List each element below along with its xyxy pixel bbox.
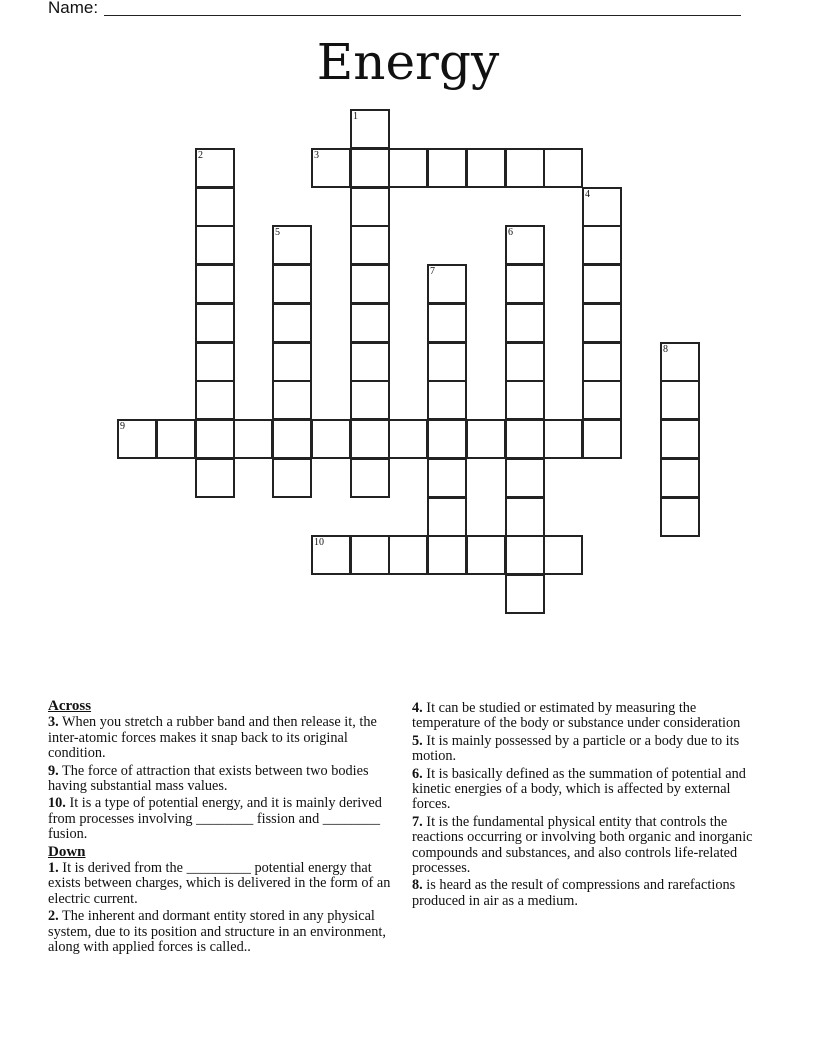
crossword-cell[interactable] — [350, 303, 390, 343]
crossword-cell[interactable] — [195, 342, 235, 382]
crossword-cell[interactable] — [505, 342, 545, 382]
clue-across-3 — [48, 715, 404, 761]
page-title: Energy — [316, 33, 500, 91]
clue-text: It is the fundamental physical entity that controls the reactions occurring or involving both organic and inorganic compounds and substances, and also controls life-related processes. — [412, 813, 753, 877]
crossword-cell[interactable] — [543, 148, 583, 188]
crossword-cell[interactable] — [427, 497, 467, 537]
clues-right-column — [412, 701, 762, 911]
crossword-cell[interactable] — [660, 380, 700, 420]
crossword-cell[interactable] — [195, 187, 235, 227]
crossword-cell[interactable] — [582, 342, 622, 382]
crossword-cell[interactable] — [195, 225, 235, 265]
clue-down-4 — [412, 701, 762, 732]
crossword-cell[interactable] — [350, 264, 390, 304]
clue-number-label: 3 — [314, 150, 319, 161]
crossword-cell[interactable] — [272, 303, 312, 343]
crossword-cell[interactable] — [505, 419, 545, 459]
crossword-cell[interactable] — [582, 264, 622, 304]
crossword-cell[interactable] — [427, 148, 467, 188]
crossword-cell[interactable] — [582, 225, 622, 265]
crossword-cell[interactable] — [272, 419, 312, 459]
crossword-cell[interactable] — [505, 303, 545, 343]
crossword-cell[interactable] — [582, 380, 622, 420]
crossword-cell[interactable] — [156, 419, 196, 459]
clue-text: The inherent and dormant entity stored in any physical system, due to its position and structure in an environment, along with applied forces is called.. — [48, 908, 386, 956]
clue-across-10 — [48, 796, 404, 842]
crossword-cell[interactable] — [427, 458, 467, 498]
crossword-cell[interactable] — [311, 148, 351, 188]
crossword-cell[interactable] — [195, 264, 235, 304]
clue-down-8 — [412, 878, 762, 909]
crossword-cell[interactable] — [660, 458, 700, 498]
crossword-cell[interactable] — [272, 264, 312, 304]
clue-number: 3. — [48, 714, 59, 731]
crossword-cell[interactable] — [350, 225, 390, 265]
clue-number-label: 4 — [585, 189, 590, 200]
crossword-cell[interactable] — [350, 109, 390, 149]
crossword-cell[interactable] — [195, 419, 235, 459]
clue-down-6 — [412, 767, 762, 813]
crossword-cell[interactable] — [311, 535, 351, 575]
clues-left-column — [48, 699, 404, 958]
clue-number: 7. — [412, 813, 423, 830]
crossword-cell[interactable] — [427, 342, 467, 382]
across-heading: Across — [48, 698, 92, 714]
clue-number: 6. — [412, 765, 423, 782]
crossword-cell[interactable] — [427, 264, 467, 304]
clue-number: 4. — [412, 700, 423, 716]
clue-number-label: 2 — [198, 150, 203, 161]
crossword-cell[interactable] — [466, 535, 506, 575]
crossword-cell[interactable] — [272, 342, 312, 382]
crossword-cell[interactable] — [660, 419, 700, 459]
crossword-cell[interactable] — [505, 458, 545, 498]
clue-number-label: 5 — [275, 227, 280, 238]
crossword-cell[interactable] — [660, 342, 700, 382]
clue-number-label: 9 — [120, 421, 125, 432]
crossword-cell[interactable] — [505, 264, 545, 304]
crossword-cell[interactable] — [427, 303, 467, 343]
crossword-cell[interactable] — [388, 419, 428, 459]
crossword-cell[interactable] — [427, 380, 467, 420]
clue-down-5 — [412, 734, 762, 765]
clue-text: is heard as the result of compressions and rarefactions produced in air as a medium. — [412, 877, 736, 909]
down-heading: Down — [48, 843, 86, 860]
crossword-cell[interactable] — [427, 535, 467, 575]
crossword-cell[interactable] — [195, 380, 235, 420]
clue-text: It is basically defined as the summation of potential and kinetic energies of a body, which is affected by external forces. — [412, 765, 746, 813]
crossword-cell[interactable] — [350, 458, 390, 498]
name-label: Name: — [48, 0, 99, 17]
crossword-cell[interactable] — [350, 342, 390, 382]
clue-number-label: 6 — [508, 227, 513, 238]
clue-down-7 — [412, 815, 762, 877]
crossword-cell[interactable] — [195, 303, 235, 343]
crossword-cell[interactable] — [195, 148, 235, 188]
clue-number-label: 7 — [430, 266, 435, 277]
clue-number: 1. — [48, 860, 59, 877]
crossword-cell[interactable] — [505, 535, 545, 575]
crossword-cell[interactable] — [582, 419, 622, 459]
crossword-cell[interactable] — [350, 148, 390, 188]
clue-down-1 — [48, 861, 404, 907]
crossword-cell[interactable] — [272, 380, 312, 420]
crossword-cell[interactable] — [427, 419, 467, 459]
crossword-cell[interactable] — [233, 419, 273, 459]
crossword-cell[interactable] — [582, 187, 622, 227]
crossword-cell[interactable] — [505, 380, 545, 420]
crossword-cell[interactable] — [505, 497, 545, 537]
crossword-cell[interactable] — [505, 225, 545, 265]
crossword-cell[interactable] — [350, 419, 390, 459]
crossword-cell[interactable] — [505, 148, 545, 188]
crossword-cell[interactable] — [350, 380, 390, 420]
clue-across-9 — [48, 764, 404, 795]
clue-number: 9. — [48, 762, 59, 779]
clue-number-label: 10 — [314, 537, 324, 548]
crossword-cell[interactable] — [117, 419, 157, 459]
clue-number: 5. — [412, 732, 423, 749]
clue-number: 10. — [48, 795, 66, 812]
crossword-cell[interactable] — [660, 497, 700, 537]
crossword-cell[interactable] — [195, 458, 235, 498]
crossword-cell[interactable] — [272, 458, 312, 498]
crossword-cell[interactable] — [350, 187, 390, 227]
crossword-cell[interactable] — [543, 419, 583, 459]
clue-down-2 — [48, 909, 404, 955]
clue-text: It is mainly possessed by a particle or a body due to its motion. — [412, 732, 740, 765]
clue-number-label: 1 — [353, 111, 358, 122]
clue-text: When you stretch a rubber band and then release it, the inter-atomic forces makes it snap back to its original condition. — [48, 714, 377, 762]
crossword-cell[interactable] — [388, 535, 428, 575]
clue-number: 8. — [412, 877, 423, 894]
crossword-cell[interactable] — [311, 419, 351, 459]
clue-number: 2. — [48, 908, 59, 925]
crossword-cell[interactable] — [543, 535, 583, 575]
crossword-cell[interactable] — [582, 303, 622, 343]
clue-text: It is a type of potential energy, and it is mainly derived from processes involving ________ fission and ________ fusion. — [48, 795, 382, 843]
crossword-cell[interactable] — [466, 148, 506, 188]
clue-number-label: 8 — [663, 344, 668, 355]
crossword-cell[interactable] — [505, 574, 545, 614]
crossword-cell[interactable] — [388, 148, 428, 188]
clue-text: It can be studied or estimated by measuring the temperature of the body or substance under consideration — [412, 700, 741, 732]
clue-text: The force of attraction that exists between two bodies having substantial mass values. — [48, 762, 369, 795]
crossword-cell[interactable] — [272, 225, 312, 265]
crossword-cell[interactable] — [350, 535, 390, 575]
crossword-cell[interactable] — [466, 419, 506, 459]
clue-text: It is derived from the _________ potential energy that exists between charges, which is delivered in the form of an electric current. — [48, 860, 391, 907]
